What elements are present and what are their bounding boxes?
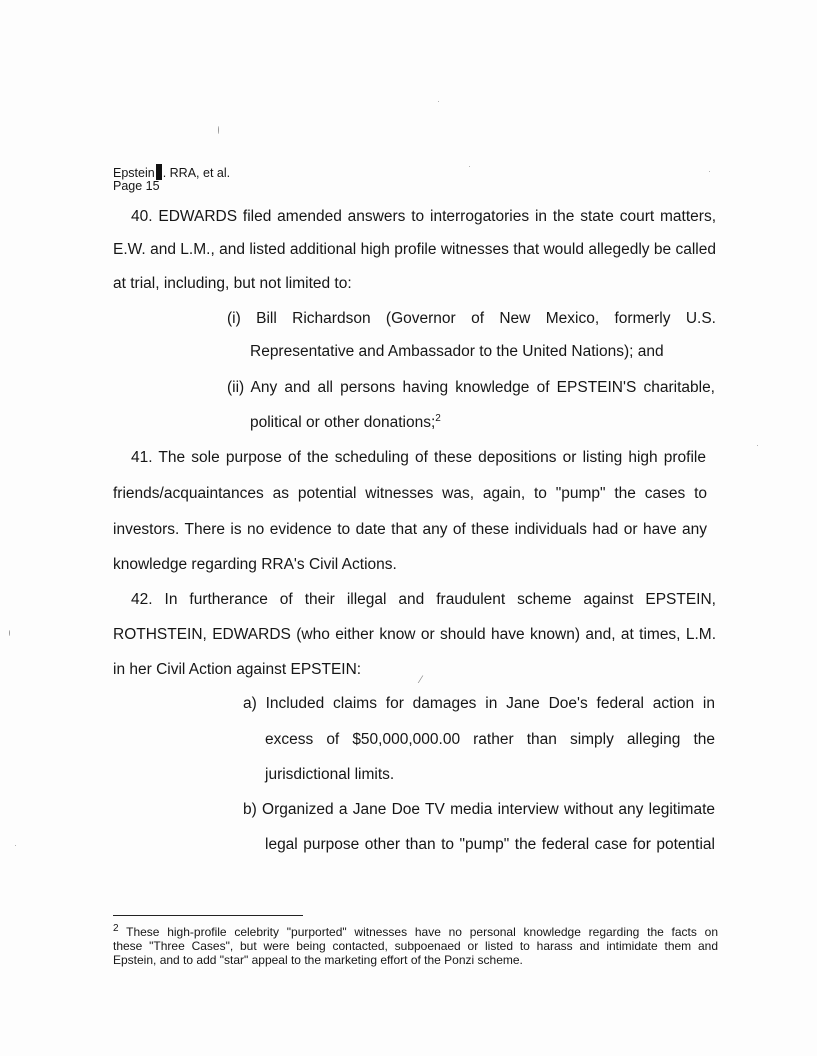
para-41-line-3: investors. There is no evidence to date that any of these individuals had or have any: [113, 521, 707, 538]
item-a-line-2: excess of $50,000,000.00 rather than simply alleging the: [265, 731, 715, 748]
caption-left: Epstein: [113, 166, 155, 180]
footnote-separator: [113, 915, 303, 916]
footnote-text-1: These high-profile celebrity "purported" witnesses have no personal knowledge regarding the facts on: [126, 925, 718, 939]
footnote-line-2: these "Three Cases", but were being contacted, subpoenaed or listed to harass and intimidate them and: [113, 939, 718, 953]
item-i-line-2: Representative and Ambassador to the United Nations); and: [250, 343, 664, 360]
para-42-line-3: in her Civil Action against EPSTEIN:: [113, 661, 362, 678]
caption-right: . RRA, et al.: [162, 166, 231, 180]
scan-speck: [469, 166, 470, 167]
item-ii-line-1: (ii) Any and all persons having knowledge of EPSTEIN'S charitable,: [227, 379, 715, 396]
para-40-line-3: at trial, including, but not limited to:: [113, 275, 352, 292]
page-label: Page 15: [113, 179, 160, 193]
scan-speck: [9, 630, 10, 636]
item-a-line-1: a) Included claims for damages in Jane Doe's federal action in: [243, 695, 715, 712]
scan-mark: ⁄: [420, 674, 422, 686]
para-42-line-1: 42. In furtherance of their illegal and fraudulent scheme against EPSTEIN,: [131, 591, 716, 608]
item-b-line-2: legal purpose other than to "pump" the federal case for potential: [265, 836, 715, 853]
para-41-line-2: friends/acquaintances as potential witnesses was, again, to "pump" the cases to: [113, 485, 707, 502]
footnote-number: 2: [113, 923, 119, 934]
scan-speck: [709, 171, 710, 172]
para-41-line-4: knowledge regarding RRA's Civil Actions.: [113, 556, 397, 573]
redaction-mark: [156, 164, 162, 180]
para-40-line-1: 40. EDWARDS filed amended answers to interrogatories in the state court matters,: [131, 208, 716, 225]
item-b-line-1: b) Organized a Jane Doe TV media interview without any legitimate: [243, 801, 715, 818]
scan-speck: [757, 445, 758, 446]
scan-speck: [218, 126, 219, 134]
para-40-line-2: E.W. and L.M., and listed additional high profile witnesses that would allegedly be called: [113, 241, 716, 258]
footnote-line-3: Epstein, and to add "star" appeal to the marketing effort of the Ponzi scheme.: [113, 953, 523, 967]
item-ii-text: political or other donations;: [250, 414, 436, 431]
footnote-ref: 2: [435, 412, 441, 424]
scan-speck: [15, 845, 16, 846]
footnote-line-1: [113, 925, 718, 939]
item-ii-line-2: [250, 413, 441, 433]
item-a-line-3: jurisdictional limits.: [265, 766, 395, 783]
item-i-line-1: (i) Bill Richardson (Governor of New Mexico, formerly U.S.: [227, 310, 716, 327]
para-42-line-2: ROTHSTEIN, EDWARDS (who either know or should have known) and, at times, L.M.: [113, 626, 716, 643]
scan-speck: [438, 101, 439, 102]
para-41-line-1: 41. The sole purpose of the scheduling of these depositions or listing high profile: [131, 449, 706, 466]
